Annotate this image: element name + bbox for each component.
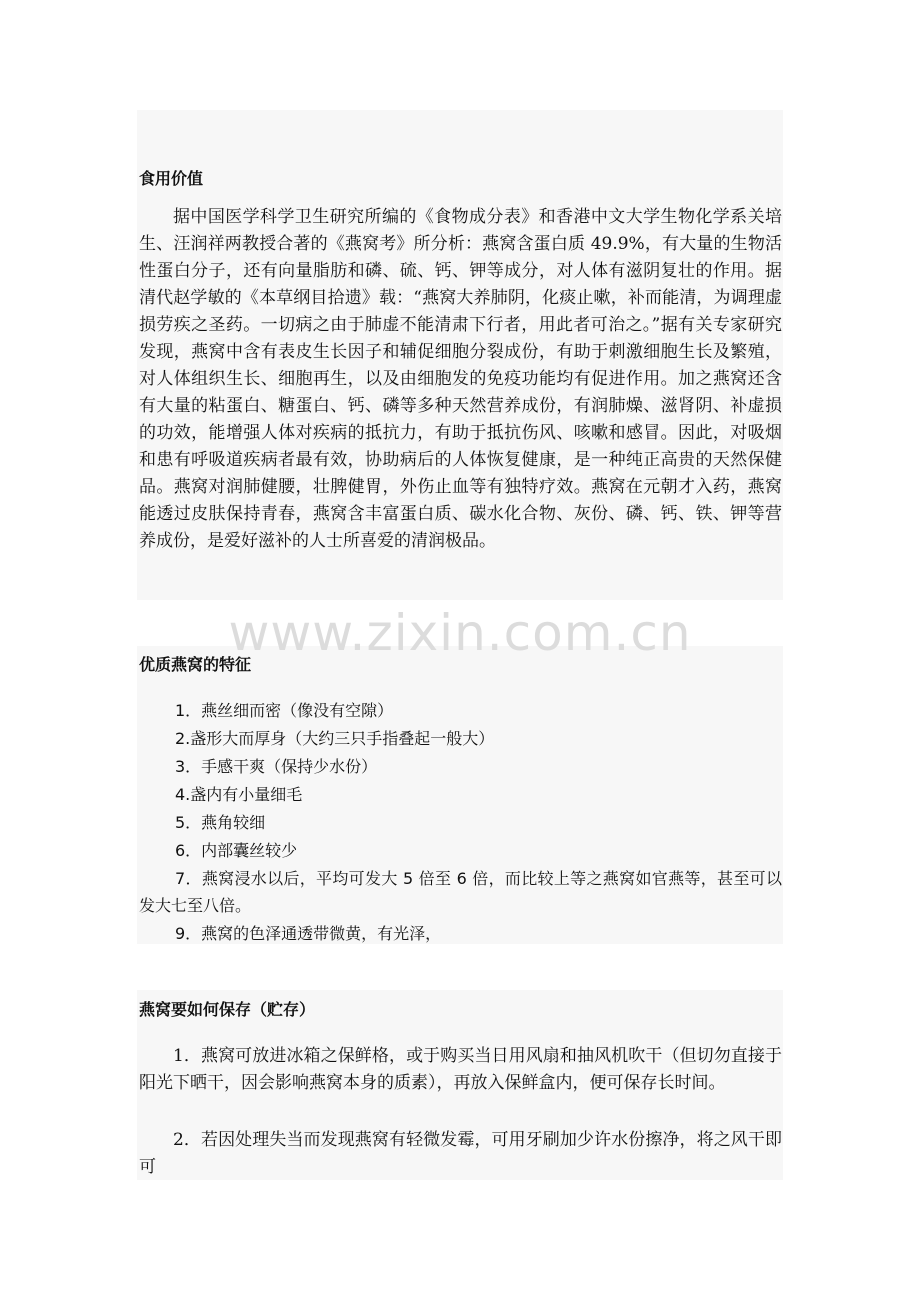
quality-item: 2.盏形大而厚身（大约三只手指叠起一般大）	[175, 729, 495, 748]
section-heading-quality: 优质燕窝的特征	[139, 655, 252, 674]
quality-item: 9．燕窝的色泽通透带微黄，有光泽，	[175, 924, 442, 943]
quality-item: 3．手感干爽（保持少水份）	[175, 757, 378, 776]
storage-item: 1．燕窝可放进冰箱之保鲜格，或于购买当日用风扇和抽风机吹干（但切勿直接于阳光下晒干，因会影响燕窝本身的质素），再放入保鲜盒内，便可保存长时间。	[139, 1046, 782, 1093]
section-heading-nutrition: 食用价值	[139, 169, 204, 188]
section-heading-storage: 燕窝要如何保存（贮存）	[139, 1000, 316, 1019]
nutrition-paragraph: 据中国医学科学卫生研究所编的《食物成分表》和香港中文大学生物化学系关培生、汪润祥两教授合著的《燕窝考》所分析：燕窝含蛋白质 49.9%，有大量的生物活性蛋白分子，还有向量脂肪和磷、硫、钙、钾等成分，对人体有滋阴复壮的作用。据清代赵学敏的《本草纲目拾遗》载：“燕窝大养肺阴，化痰止嗽，补而能清，为调理虚损劳疾之圣药。一切病之由于肺虚不能清肃下行者，用此者可治之。”据有关专家研究发现，燕窝中含有表皮生长因子和辅促细胞分裂成份，有助于刺激细胞生长及繁殖，对人体组织生长、细胞再生，以及由细胞发的免疫功能均有促进作用。加之燕窝还含有大量的粘蛋白、糖蛋白、钙、磷等多种天然营养成份，有润肺燥、滋肾阴、补虚损的功效，能增强人体对疾病的抵抗力，有助于抵抗伤风、咳嗽和感冒。因此，对吸烟和患有呼吸道疾病者最有效，协助病后的人体恢复健康，是一种纯正高贵的天然保健品。燕窝对润肺健腰，壮脾健胃，外伤止血等有独特疗效。燕窝在元朝才入药，燕窝能透过皮肤保持青春，燕窝含丰富蛋白质、碳水化合物、灰份、磷、钙、铁、钾等营养成份，是爱好滋补的人士所喜爱的清润极品。	[139, 207, 782, 551]
quality-item: 6．内部囊丝较少	[175, 841, 298, 860]
quality-item: 7．燕窝浸水以后，平均可发大 5 倍至 6 倍，而比较上等之燕窝如官燕等，甚至可以发大七至八倍。	[139, 869, 782, 915]
watermark-text: www.zixin.com.cn	[228, 604, 692, 662]
quality-item: 4.盏内有小量细毛	[175, 785, 303, 804]
quality-item: 5．燕角较细	[175, 813, 266, 832]
quality-item: 1．燕丝细而密（像没有空隙）	[175, 701, 394, 720]
storage-item: 2．若因处理失当而发现燕窝有轻微发霉，可用牙刷加少许水份擦净，将之风干即可	[139, 1130, 782, 1177]
